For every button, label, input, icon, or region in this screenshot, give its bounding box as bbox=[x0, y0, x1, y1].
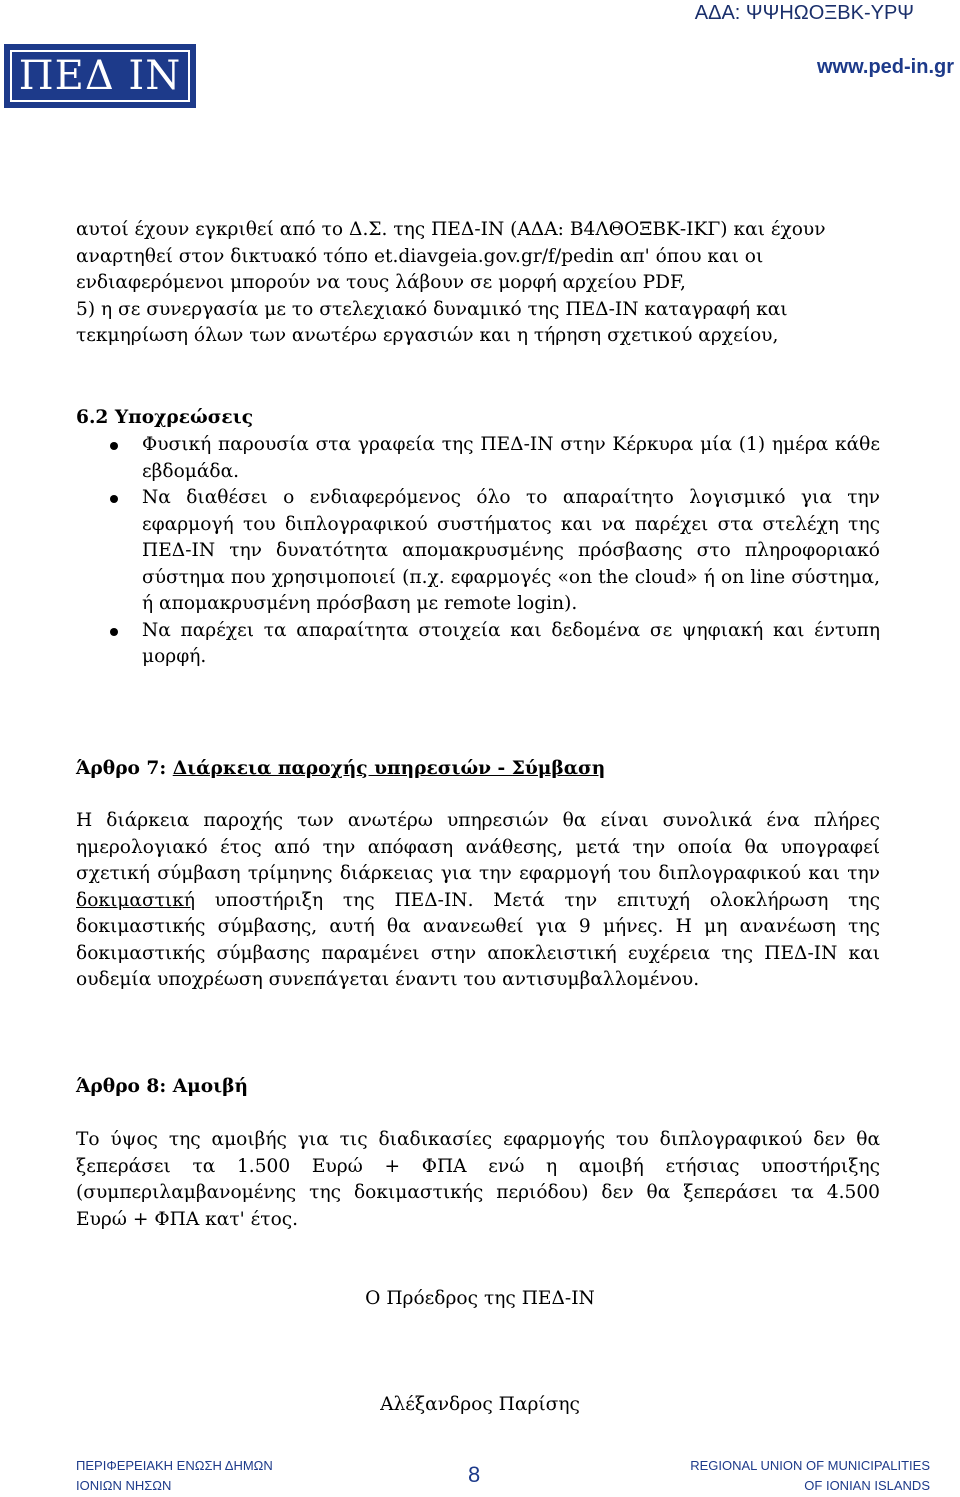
ada-code: ΑΔΑ: ΨΨΗΩΟΞΒΚ-ΥΡΨ bbox=[694, 2, 914, 24]
article-7-label: Άρθρο 7: bbox=[76, 758, 173, 779]
footer-left-line: ΠΕΡΙΦΕΡΕΙΑΚΗ ΕΝΩΣΗ ΔΗΜΩΝ bbox=[76, 1458, 273, 1473]
footer-right-line: REGIONAL UNION OF MUNICIPALITIES bbox=[690, 1458, 930, 1473]
article-8-title: Άρθρο 8: Αμοιβή bbox=[76, 1076, 249, 1097]
intro-line: αναρτηθεί στον δικτυακό τόπο et.diavgeia.gov.gr/f/pedin απ' όπου και οι bbox=[76, 245, 764, 267]
section-6-2-title: 6.2 Υποχρεώσεις bbox=[76, 407, 254, 428]
signature-role: Ο Πρόεδρος της ΠΕΔ-ΙΝ bbox=[365, 1288, 595, 1309]
intro-line: αυτοί έχουν εγκριθεί από το Δ.Σ. της ΠΕΔ-ΙΝ (ΑΔΑ: Β4ΛΘΟΞΒΚ-ΙΚΓ) και έχουν bbox=[76, 219, 826, 240]
list-item: Να διαθέσει ο ενδιαφερόμενος όλο το απαραίτητο λογισμικό για την εφαρμογή του διπλογραφικού συστήματος και να παρέχει στα στελέχη της ΠΕΔ-ΙΝ την δυνατότητα απομακρυσμένης πρόσβασης στο πληροφοριακό σύστημα που χρησιμοποιεί (π.χ. εφαρμογές «on the cloud» ή on line σύστημα, ή απομακρυσμένη πρόσβαση με remote login). bbox=[76, 485, 880, 618]
article-7-title bbox=[76, 756, 605, 783]
intro-line: ενδιαφερόμενοι μπορούν να τους λάβουν σε μορφή αρχείου PDF, bbox=[76, 272, 686, 293]
logo-text: ΠΕΔ ΙΝ bbox=[18, 53, 182, 99]
article-7-text bbox=[76, 808, 880, 994]
obligations-list bbox=[76, 432, 880, 671]
signature-name: Αλέξανδρος Παρίσης bbox=[380, 1394, 580, 1415]
article-7-underlined-word: δοκιμαστική bbox=[76, 889, 195, 911]
intro-line: τεκμηρίωση όλων των ανωτέρω εργασιών και η τήρηση σχετικού αρχείου, bbox=[76, 325, 779, 346]
list-item: Να παρέχει τα απαραίτητα στοιχεία και δεδομένα σε ψηφιακή και έντυπη μορφή. bbox=[76, 618, 880, 671]
footer-right bbox=[690, 1456, 930, 1496]
article-8-text: Το ύψος της αμοιβής για τις διαδικασίες εφαρμογής του διπλογραφικού δεν θα ξεπεράσει τα 1.500 Ευρώ + ΦΠΑ ενώ η αμοιβή ετήσιας υποστήριξης (συμπεριλαμβανομένης της δοκιμαστικής περιόδου) δεν θα ξεπεράσει τα 4.500 Ευρώ + ΦΠΑ κατ' έτος. bbox=[76, 1129, 880, 1230]
intro-paragraph bbox=[76, 217, 880, 350]
ped-in-logo bbox=[4, 44, 196, 108]
website-link[interactable]: www.ped-in.gr bbox=[816, 56, 954, 78]
intro-line: 5) η σε συνεργασία με το στελεχιακό δυναμικό της ΠΕΔ-ΙΝ καταγραφή και bbox=[76, 298, 788, 320]
article-7-text-part: Η διάρκεια παροχής των ανωτέρω υπηρεσιών θα είναι συνολικά ένα πλήρες ημερολογιακό έτος από την απόφαση ανάθεσης, μετά την οποία θα υπογραφεί σχετική σύμβαση τρίμηνης διάρκειας για την εφαρμογή του διπλογραφικού και την bbox=[76, 810, 880, 884]
footer-left-line: ΙΟΝΙΩΝ ΝΗΣΩΝ bbox=[76, 1478, 172, 1493]
article-7-text-part: υποστήριξη της ΠΕΔ-ΙΝ. Μετά την επιτυχή ολοκλήρωση της δοκιμαστικής σύμβασης, αυτή θα ανανεωθεί για 9 μήνες. Η μη ανανέωση της δοκιμαστικής σύμβασης παραμένει στην αποκλειστική ευχέρεια της ΠΕΔ-ΙΝ και ουδεμία υποχρέωση συνεπάγεται έναντι του αντισυμβαλλομένου. bbox=[76, 889, 880, 990]
article-7-subject: Διάρκεια παροχής υπηρεσιών - Σύμβαση bbox=[172, 758, 606, 779]
list-item: Φυσική παρουσία στα γραφεία της ΠΕΔ-ΙΝ στην Κέρκυρα μία (1) ημέρα κάθε εβδομάδα. bbox=[76, 432, 880, 485]
page-number: 8 bbox=[468, 1462, 481, 1487]
footer-right-line: OF IONIAN ISLANDS bbox=[804, 1478, 930, 1493]
footer-left bbox=[76, 1456, 273, 1496]
